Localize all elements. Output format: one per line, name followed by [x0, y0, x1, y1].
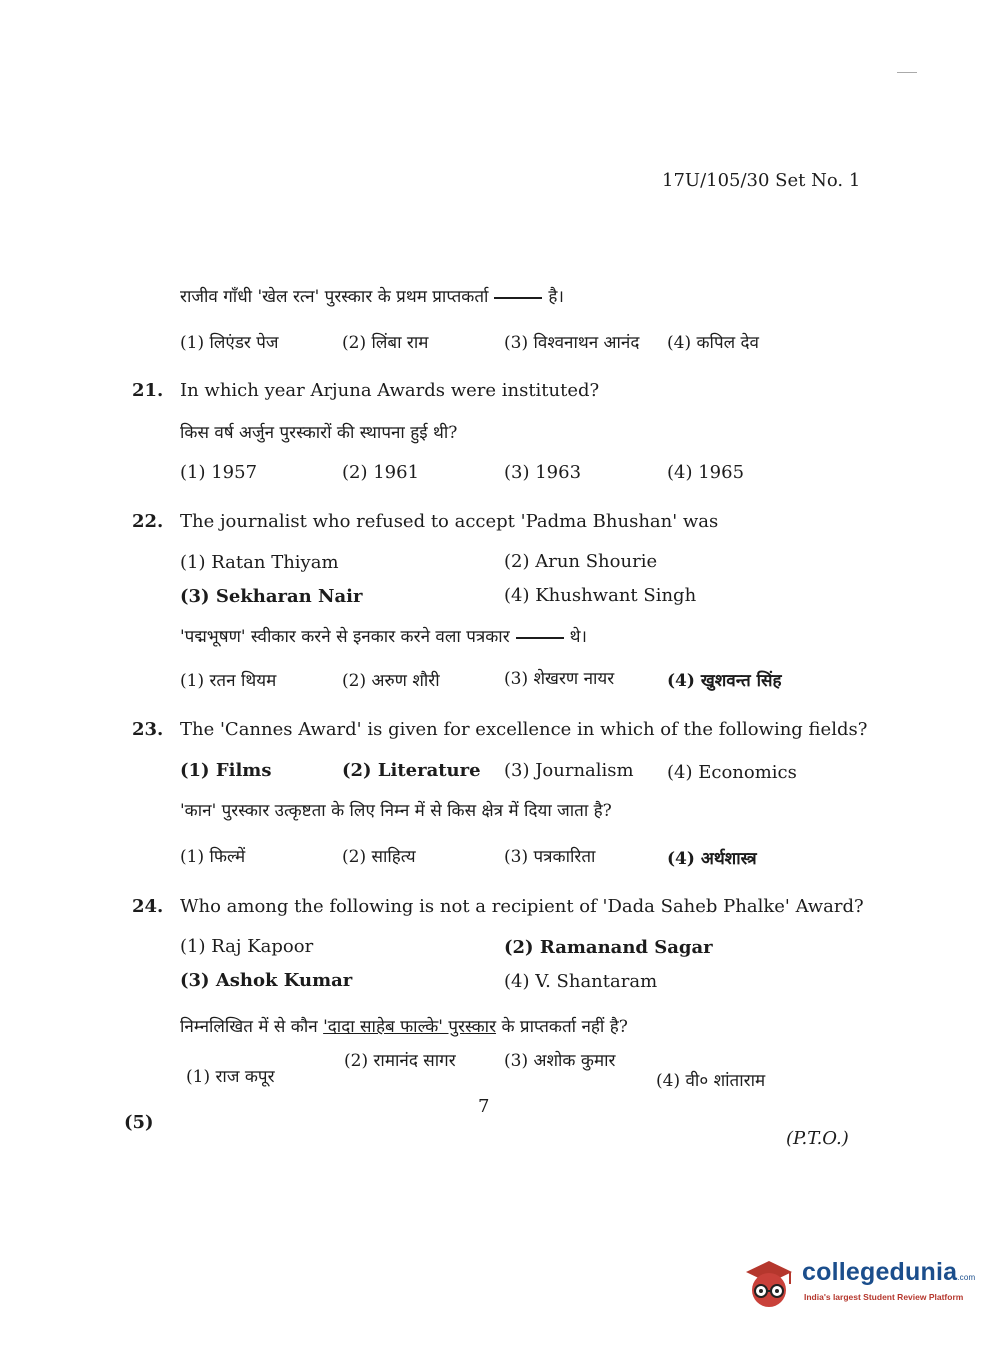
q22-option-2: (2) Arun Shourie: [504, 551, 658, 572]
q21-hindi: किस वर्ष अर्जुन पुरस्कारों की स्थापना हुई थी?: [180, 423, 458, 443]
q22-option-1: (1) Ratan Thiyam: [180, 552, 339, 573]
blank-line: [494, 297, 542, 299]
prev-option-2: (2) लिंबा राम: [342, 333, 429, 353]
q24-hindi-option-4: (4) वी० शांताराम: [656, 1071, 766, 1091]
q22-english: The journalist who refused to accept 'Padma Bhushan' was: [180, 511, 719, 532]
student-mascot-icon: [742, 1258, 796, 1312]
prev-question-hindi: [180, 284, 564, 307]
q22-hindi-option-4: (4) खुशवन्त सिंह: [667, 671, 782, 691]
q22-hindi-stem: 'पद्मभूषण' स्वीकार करने से इनकार करने वला पत्रकार: [180, 627, 510, 647]
prev-option-1: (1) लिएंडर पेज: [180, 333, 279, 353]
scan-mark: [897, 72, 917, 73]
q23-option-2: (2) Literature: [342, 760, 481, 781]
logo-name-text: collegedunia: [802, 1258, 958, 1286]
question-number-23: 23.: [132, 719, 164, 740]
prev-question-stem: राजीव गाँधी 'खेल रत्न' पुरस्कार के प्रथम प्राप्तकर्ता: [180, 287, 489, 307]
q22-hindi-option-3: (3) शेखरण नायर: [504, 669, 615, 689]
q22-hindi-stem-end: थे।: [569, 627, 587, 647]
q24-hindi-option-1: (1) राज कपूर: [186, 1067, 275, 1087]
q22-hindi: [180, 624, 587, 647]
q24-hindi-stem-end: के प्राप्तकर्ता नहीं है?: [501, 1017, 628, 1037]
q24-hindi: [180, 1014, 628, 1037]
q24-option-1: (1) Raj Kapoor: [180, 936, 314, 957]
prev-question-stem-end: है।: [548, 287, 564, 307]
logo-suffix: .com: [957, 1273, 976, 1282]
prev-option-3: (3) विश्वनाथन आनंद: [504, 333, 640, 353]
q24-option-2: (2) Ramanand Sagar: [504, 937, 713, 958]
q23-english: The 'Cannes Award' is given for excellence in which of the following fields?: [180, 719, 868, 740]
q22-hindi-option-1: (1) रतन थियम: [180, 671, 277, 691]
q23-hindi: 'कान' पुरस्कार उत्कृष्टता के लिए निम्न में से किस क्षेत्र में दिया जाता है?: [180, 801, 612, 821]
q21-english: In which year Arjuna Awards were instituted?: [180, 380, 600, 401]
q21-option-3: (3) 1963: [504, 462, 582, 483]
q23-hindi-option-3: (3) पत्रकारिता: [504, 847, 596, 867]
q24-option-3: (3) Ashok Kumar: [180, 970, 353, 991]
q23-hindi-option-2: (2) साहित्य: [342, 847, 416, 867]
q22-option-3: (3) Sekharan Nair: [180, 586, 363, 607]
set-number: 17U/105/30 Set No. 1: [662, 170, 861, 191]
logo-tagline: India's largest Student Review Platform: [804, 1292, 964, 1302]
q24-option-4: (4) V. Shantaram: [504, 971, 658, 992]
prev-option-4: (4) कपिल देव: [667, 333, 760, 353]
q23-option-1: (1) Films: [180, 760, 272, 781]
q24-hindi-option-2: (2) रामानंद सागर: [344, 1051, 456, 1071]
q21-option-1: (1) 1957: [180, 462, 258, 483]
logo-wordmark: [802, 1258, 975, 1287]
q23-option-4: (4) Economics: [667, 762, 797, 783]
question-number-22: 22.: [132, 511, 164, 532]
q23-option-3: (3) Journalism: [504, 760, 634, 781]
collegedunia-logo: [742, 1254, 976, 1314]
q21-option-4: (4) 1965: [667, 462, 745, 483]
footer-code: (5): [124, 1112, 154, 1133]
blank-line: [516, 637, 564, 639]
pto: (P.T.O.): [786, 1128, 849, 1149]
q23-hindi-option-4: (4) अर्थशास्त्र: [667, 849, 757, 869]
question-number-21: 21.: [132, 380, 164, 401]
q22-option-4: (4) Khushwant Singh: [504, 585, 697, 606]
page-number: 7: [478, 1096, 490, 1117]
q21-option-2: (2) 1961: [342, 462, 420, 483]
q24-hindi-option-3: (3) अशोक कुमार: [504, 1051, 616, 1071]
q23-hindi-option-1: (1) फिल्में: [180, 847, 246, 867]
q24-hindi-underlined: 'दादा साहेब फाल्के' पुरस्कार: [323, 1017, 497, 1037]
question-number-24: 24.: [132, 896, 164, 917]
q24-english: Who among the following is not a recipient of 'Dada Saheb Phalke' Award?: [180, 896, 864, 917]
q22-hindi-option-2: (2) अरुण शौरी: [342, 671, 440, 691]
q24-hindi-stem: निम्नलिखित में से कौन: [180, 1017, 318, 1037]
